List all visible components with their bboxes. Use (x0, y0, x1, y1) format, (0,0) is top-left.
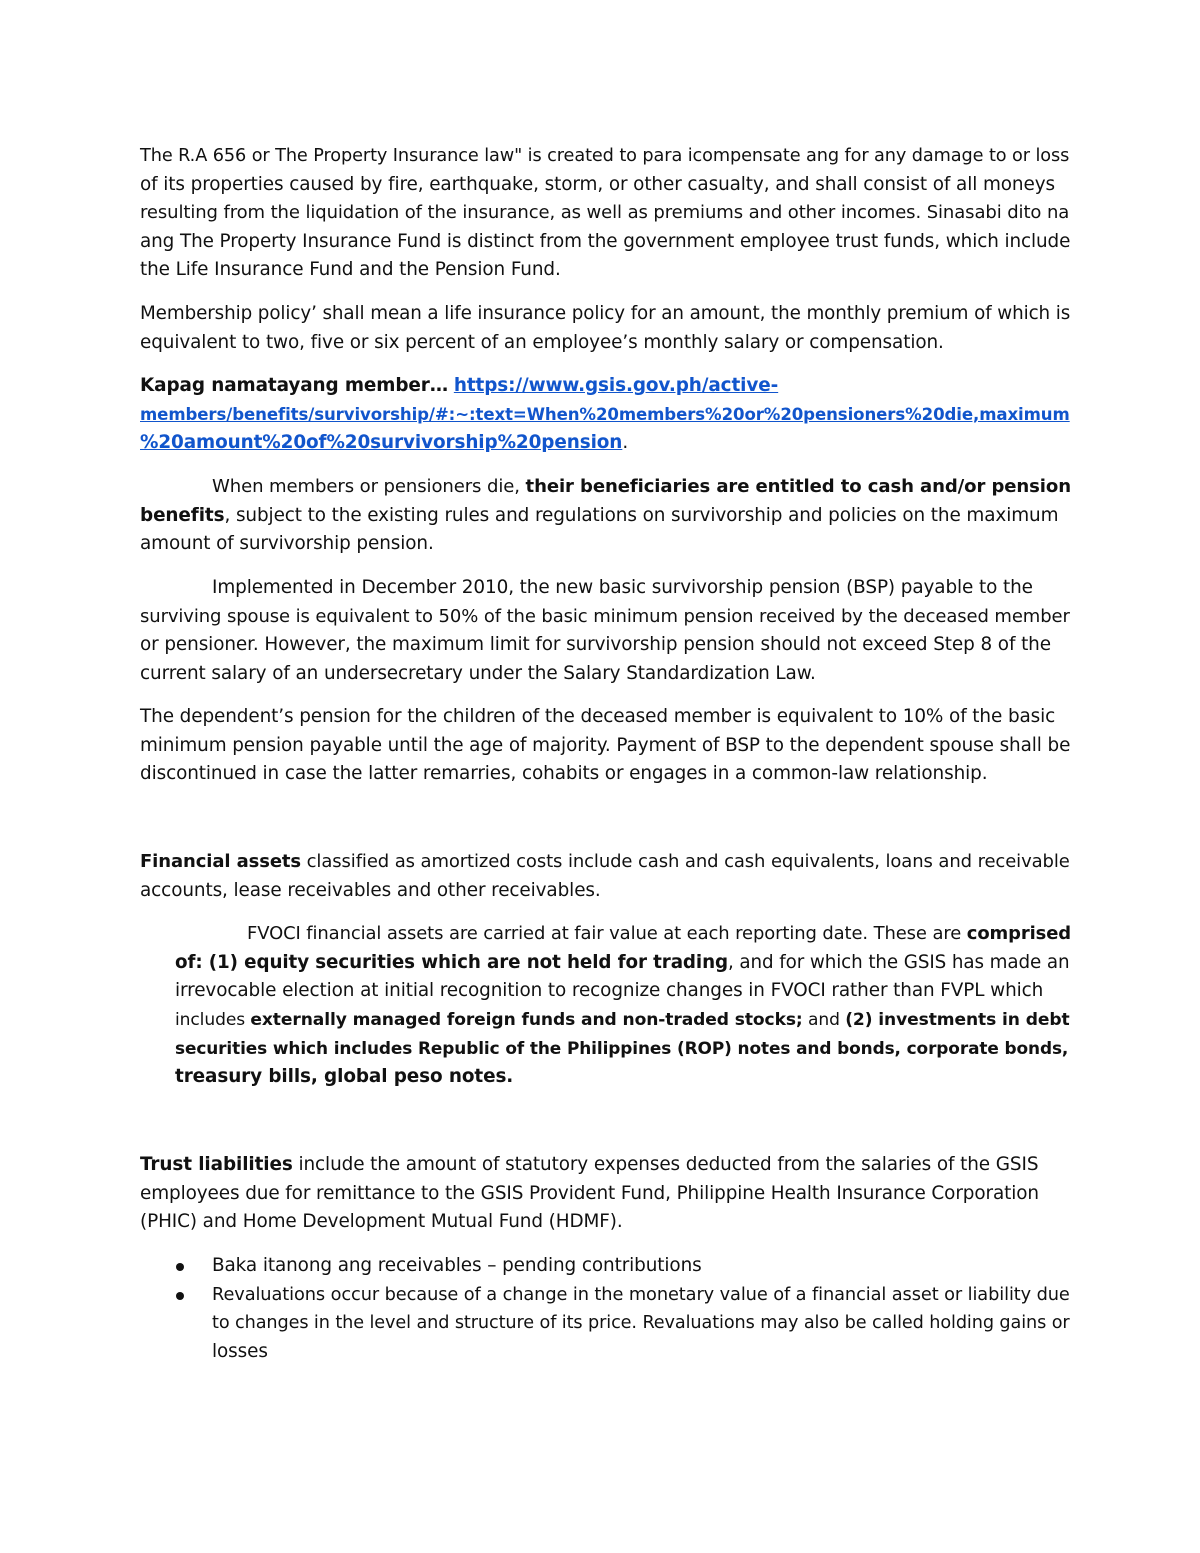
list-item (140, 1252, 1070, 1281)
text-span: and (802, 1009, 846, 1030)
text-span: include the amount of statutory expenses deducted from the salaries of the GSIS (292, 1154, 1039, 1175)
text-line (140, 401, 1070, 430)
text-line: the Life Insurance Fund and the Pension Fund. (140, 259, 561, 281)
text-line: or pensioner. However, the maximum limit for survivorship pension should not exceed Step 8 of the (140, 634, 1051, 656)
text-line: treasury bills, global peso notes. (175, 1065, 514, 1087)
text-line: The dependent’s pension for the children of the deceased member is equivalent to 10% of the basic (140, 706, 1056, 727)
text-line: equivalent to two, five or six percent of an employee’s monthly salary or compensation. (140, 331, 944, 353)
text-line: accounts, lease receivables and other receivables. (140, 879, 601, 901)
text-line: Implemented in December 2010, the new basic survivorship pension (BSP) payable to the (212, 577, 1033, 598)
bold-span: comprised (966, 923, 1072, 944)
bullet-list (140, 1252, 1070, 1366)
text-line: The R.A 656 or The Property Insurance law" is created to para icompensate ang for any damage to or loss (140, 146, 1070, 166)
text-line (140, 502, 1070, 531)
text-line: Membership policy’ shall mean a life insurance policy for an amount, the monthly premium of which is (140, 303, 1071, 324)
text-line: to changes in the level and structure of its price. Revaluations may also be called holding gains or (212, 1313, 1070, 1334)
bold-span: (2) investments in debt (845, 1009, 1070, 1030)
list-item (140, 1281, 1070, 1367)
text-line: irrevocable election at initial recognition to recognize changes in FVOCI rather than FVPL which (175, 980, 1044, 1002)
bold-span: Trust liabilities (140, 1154, 293, 1175)
text-line: resulting from the liquidation of the insurance, as well as premiums and other incomes. Sinasabi dito na (140, 202, 1070, 224)
text-line: securities which includes Republic of the Philippines (ROP) notes and bonds, corporate bonds, (175, 1038, 1069, 1059)
text-span: classified as amortized costs include cash and cash equivalents, loans and receivable (301, 851, 1070, 872)
text-line: discontinued in case the latter remarries, cohabits or engages in a common-law relationship. (140, 763, 988, 785)
text-line (140, 848, 1070, 877)
text-line: (PHIC) and Home Development Mutual Fund (HDMF). (140, 1211, 623, 1233)
text-line: Revaluations occur because of a change in the monetary value of a financial asset or liability due (212, 1284, 1070, 1305)
paragraph-trust-liabilities (140, 1151, 1070, 1237)
paragraph-dependent-pension (140, 703, 1070, 789)
paragraph-financial-assets (140, 848, 1070, 905)
text-line: losses (212, 1340, 268, 1362)
text-span: , and for which the GSIS has made an (727, 951, 1070, 973)
text-line: minimum pension payable until the age of majority. Payment of BSP to the dependent spouse shall be (140, 734, 1071, 756)
text-line (140, 473, 1070, 502)
paragraph-fvoci (175, 920, 1072, 1092)
text-line: ang The Property Insurance Fund is distinct from the government employee trust funds, which include (140, 230, 1071, 252)
text-line: of its properties caused by fire, earthquake, storm, or other casualty, and shall consist of all moneys (140, 173, 1055, 195)
text-span: includes (175, 1009, 251, 1030)
text-line (175, 920, 1072, 949)
bold-span: of: (1) equity securities which are not held for trading (175, 951, 728, 973)
text-line: amount of survivorship pension. (140, 533, 434, 555)
bold-label: Kapag namatayang member… (140, 375, 449, 396)
text-span: FVOCI financial assets are carried at fair value at each reporting date. These are (247, 923, 967, 944)
trailing-period: . (622, 432, 629, 454)
bold-span: benefits (140, 504, 225, 526)
text-line (140, 372, 1070, 401)
paragraph-beneficiaries (140, 473, 1070, 559)
text-line: employees due for remittance to the GSIS Provident Fund, Philippine Health Insurance Corporation (140, 1182, 1039, 1204)
text-line (175, 1006, 1070, 1035)
paragraph-survivorship-link (140, 372, 1070, 458)
bold-span: externally managed foreign funds and non-traded stocks; (250, 1009, 803, 1030)
bullet-icon (176, 1292, 184, 1300)
bold-span: their beneficiaries are entitled to cash and/or pension (525, 476, 1071, 497)
text-line: current salary of an undersecretary under the Salary Standardization Law. (140, 662, 816, 684)
gsis-survivorship-link-cont[interactable]: members/benefits/survivorship/#:~:text=When%20members%20or%20pensioners%20die,maximum (140, 404, 1070, 424)
text-span: When members or pensioners die, (212, 476, 526, 497)
text-line: Baka itanong ang receivables – pending contributions (212, 1255, 702, 1276)
text-line (140, 1151, 1070, 1180)
paragraph-property-insurance (140, 142, 1070, 285)
bullet-icon (176, 1263, 184, 1271)
text-line: surviving spouse is equivalent to 50% of the basic minimum pension received by the deceased member (140, 605, 1070, 627)
paragraph-membership-policy (140, 300, 1070, 357)
text-span: , subject to the existing rules and regulations on survivorship and policies on the maximum (224, 504, 1059, 526)
gsis-survivorship-link-end[interactable]: %20amount%20of%20survivorship%20pension (140, 432, 623, 454)
paragraph-bsp (140, 574, 1070, 688)
gsis-survivorship-link[interactable]: https://www.gsis.gov.ph/active- (453, 375, 779, 396)
text-line (175, 949, 1070, 978)
bold-span: Financial assets (140, 851, 302, 872)
text-line (140, 429, 1070, 458)
